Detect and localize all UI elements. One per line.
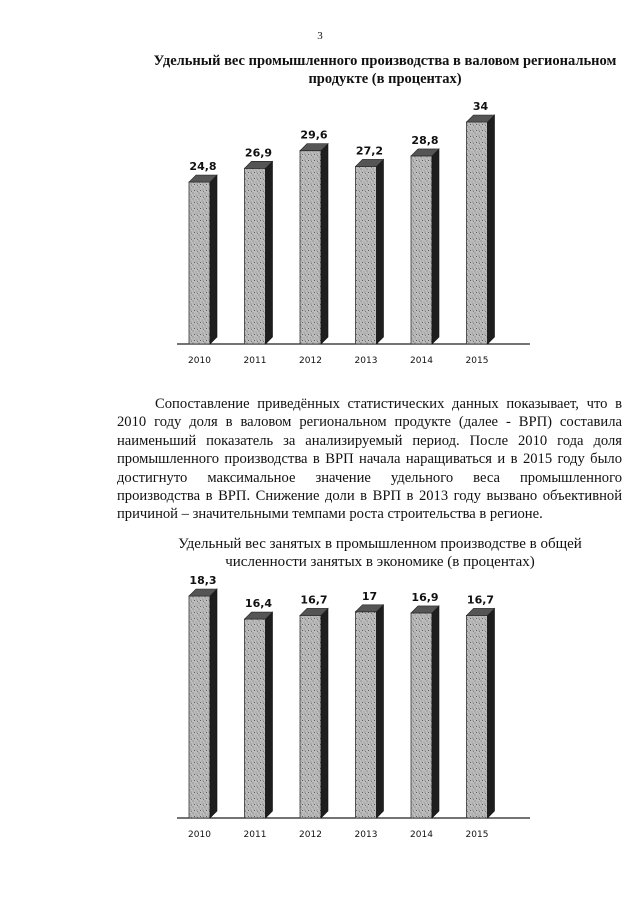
page-number: 3 (317, 30, 323, 42)
chart-2-tick-label-2015: 2015 (465, 830, 489, 840)
chart-1-bar-2014 (411, 149, 439, 344)
chart-1-value-label-2014: 28,8 (411, 133, 439, 147)
chart-2-bar-2015 (467, 608, 495, 818)
chart-1-bar-2010 (189, 175, 217, 344)
chart-2-bar-2014 (411, 606, 439, 818)
chart-1-bar-2015 (467, 115, 495, 344)
chart-1-tick-label-2010: 2010 (188, 356, 211, 366)
chart-1-bar-2013 (356, 159, 384, 344)
chart-2-title-line-2: численности занятых в экономике (в процентах) (225, 554, 535, 570)
chart-1-value-label-2010: 24,8 (189, 160, 217, 174)
chart-2-tick-label-2012: 2012 (299, 830, 322, 840)
chart-2-bar-2010 (189, 589, 217, 818)
chart-2-bar-2013 (356, 605, 384, 818)
chart-1-tick-label-2011: 2011 (243, 356, 267, 366)
chart-1-tick-label-2014: 2014 (410, 356, 433, 366)
chart-2-value-label-2014: 16,9 (411, 590, 439, 604)
chart-2-tick-label-2010: 2010 (188, 830, 211, 840)
chart-1-tick-label-2015: 2015 (465, 356, 489, 366)
chart-1-value-label-2011: 26,9 (244, 146, 273, 160)
chart-2-tick-label-2014: 2014 (410, 830, 433, 840)
chart-2-title-line-1: Удельный вес занятых в промышленном производстве в общей (178, 536, 582, 552)
chart-2-value-label-2013: 17 (361, 589, 378, 603)
chart-1-value-label-2012: 29,6 (300, 128, 328, 142)
chart-1-title (140, 52, 630, 88)
chart-1-tick-label-2012: 2012 (299, 356, 322, 366)
chart-2-tick-label-2013: 2013 (354, 830, 378, 840)
body-paragraph: Сопоставление приведённых статистических данных показывает, что в 2010 году доля в валовом региональном продукте (далее - ВРП) составила наименьший показатель за анализируемый период. После 2010 года доля промышленного производства в ВРП начала наращиваться и в 2015 году было достигнуто максимальное значение удельного веса промышленного производства в ВРП. Снижение доли в ВРП в 2013 году вызвано объективной причиной – значительными темпами роста строительства в регионе. (117, 396, 622, 523)
chart-1-value-label-2013: 27,2 (355, 144, 384, 158)
chart-1-title-line-1: Удельный вес промышленного производства в валовом региональном (153, 53, 617, 69)
chart-2-value-label-2011: 16,4 (244, 597, 273, 611)
chart-1-bar-2011 (245, 161, 273, 344)
chart-2-tick-label-2011: 2011 (243, 830, 267, 840)
chart-2-value-label-2010: 18,3 (189, 574, 217, 587)
body-text (117, 395, 622, 524)
chart-1 (0, 90, 640, 380)
chart-2-bar-2012 (300, 608, 328, 818)
chart-1-value-label-2015: 34 (472, 100, 489, 113)
chart-2-bar-2011 (245, 612, 273, 818)
chart-2-title (160, 535, 600, 571)
chart-2 (0, 574, 640, 848)
chart-1-tick-label-2013: 2013 (354, 356, 378, 366)
chart-1-bar-2012 (300, 144, 328, 344)
chart-1-title-line-2: продукте (в процентах) (308, 71, 462, 87)
chart-2-value-label-2015: 16,7 (466, 593, 495, 607)
chart-2-value-label-2012: 16,7 (300, 593, 328, 607)
